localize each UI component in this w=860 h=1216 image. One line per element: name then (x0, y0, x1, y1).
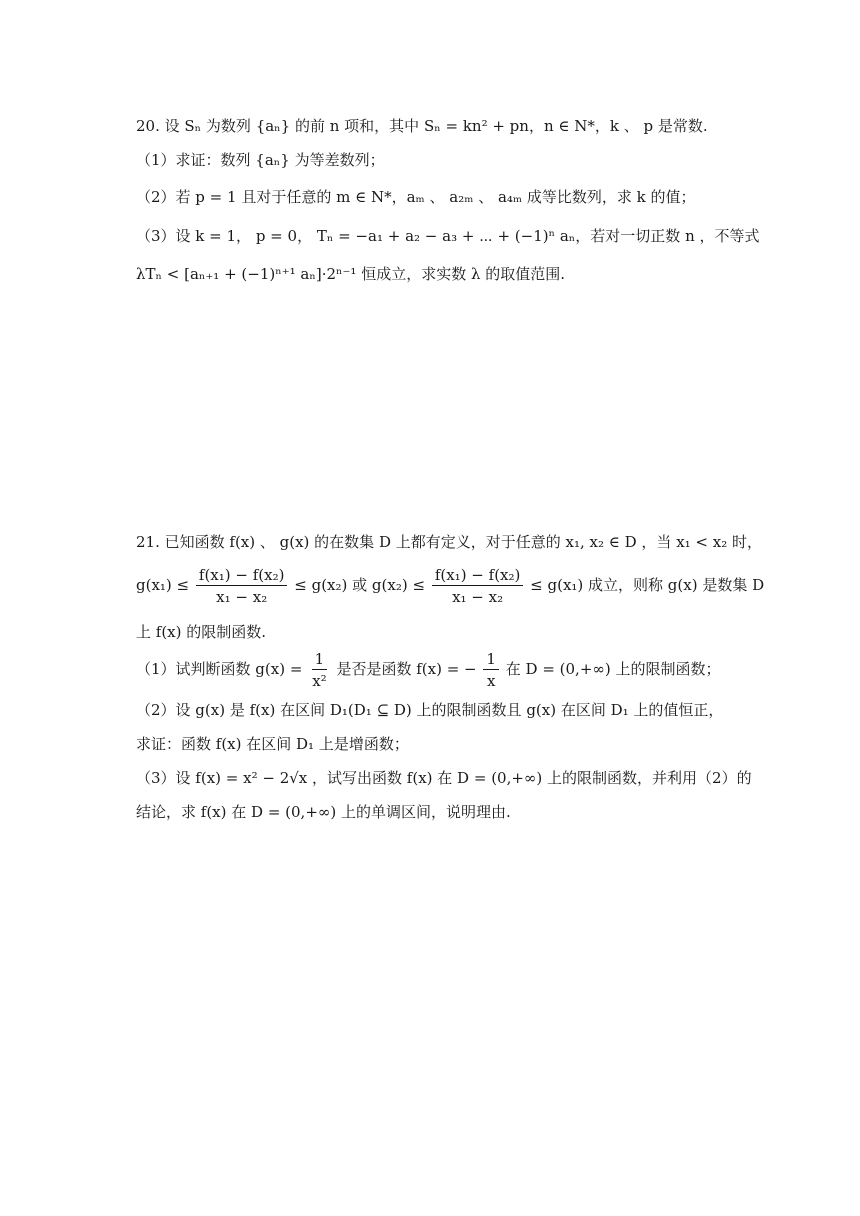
q21-part1-a: （1）试判断函数 g(x) = (136, 660, 303, 678)
q21-ineq-a: g(x₁) ≤ (136, 576, 190, 594)
q21-part1-fraction-f-den: x (486, 672, 496, 690)
q21-part1-fraction-g (309, 650, 329, 690)
q21-part1 (136, 650, 721, 690)
q21-ineq-b: ≤ g(x₂) 或 g(x₂) ≤ (294, 576, 426, 594)
q21-part1-fraction-f-num: 1 (483, 650, 499, 670)
q21-part2-line1: （2）设 g(x) 是 f(x) 在区间 D₁(D₁ ⊆ D) 上的限制函数且 g(x) 在区间 D₁ 上的值恒正， (136, 701, 724, 719)
q21-fraction-1 (196, 566, 288, 606)
q21-part2-line2: 求证：函数 f(x) 在区间 D₁ 上是增函数； (136, 735, 409, 753)
q20-part3-line1: （3）设 k = 1， p = 0， Tₙ = −a₁ + a₂ − a₃ + ⋯ + (−1)ⁿ aₙ，若对一切正数 n ，不等式 (136, 227, 760, 245)
q21-fraction-2 (432, 566, 524, 606)
q21-part1-fraction-g-den: x² (312, 672, 327, 690)
q21-part1-fraction-f (483, 650, 499, 690)
q20-part3-line2: λTₙ < [aₙ₊₁ + (−1)ⁿ⁺¹ aₙ]·2ⁿ⁻¹ 恒成立，求实数 λ 的取值范围. (136, 265, 566, 283)
q21-stem-line3: 上 f(x) 的限制函数. (136, 623, 267, 641)
q21-part1-c: 在 D = (0,+∞) 上的限制函数； (505, 660, 721, 678)
q21-fraction-1-num: f(x₁) − f(x₂) (196, 566, 288, 586)
q21-ineq-c: ≤ g(x₁) 成立，则称 g(x) 是数集 D (530, 576, 765, 594)
q21-stem-line1: 21. 已知函数 f(x) 、 g(x) 的在数集 D 上都有定义，对于任意的 x₁, x₂ ∈ D ，当 x₁ < x₂ 时， (136, 533, 763, 551)
q21-part3-line1: （3）设 f(x) = x² − 2√x ，试写出函数 f(x) 在 D = (0,+∞) 上的限制函数，并利用（2）的 (136, 769, 752, 787)
q21-part3-line2: 结论，求 f(x) 在 D = (0,+∞) 上的单调区间，说明理由. (136, 803, 511, 821)
q20-stem: 20. 设 Sₙ 为数列 {aₙ} 的前 n 项和，其中 Sₙ = kn² + pn，n ∈ N*，k 、 p 是常数. (136, 117, 708, 135)
q21-fraction-1-den: x₁ − x₂ (216, 588, 268, 606)
q21-fraction-2-num: f(x₁) − f(x₂) (432, 566, 524, 586)
q21-part1-b: 是否是函数 f(x) = − (336, 660, 477, 678)
q21-part1-fraction-g-num: 1 (312, 650, 328, 670)
q21-fraction-2-den: x₁ − x₂ (452, 588, 504, 606)
q20-part1: （1）求证：数列 {aₙ} 为等差数列； (136, 151, 385, 169)
q20-part2: （2）若 p = 1 且对于任意的 m ∈ N*，aₘ 、 a₂ₘ 、 a₄ₘ 成等比数列，求 k 的值； (136, 188, 696, 206)
q21-stem-line2 (136, 566, 764, 606)
